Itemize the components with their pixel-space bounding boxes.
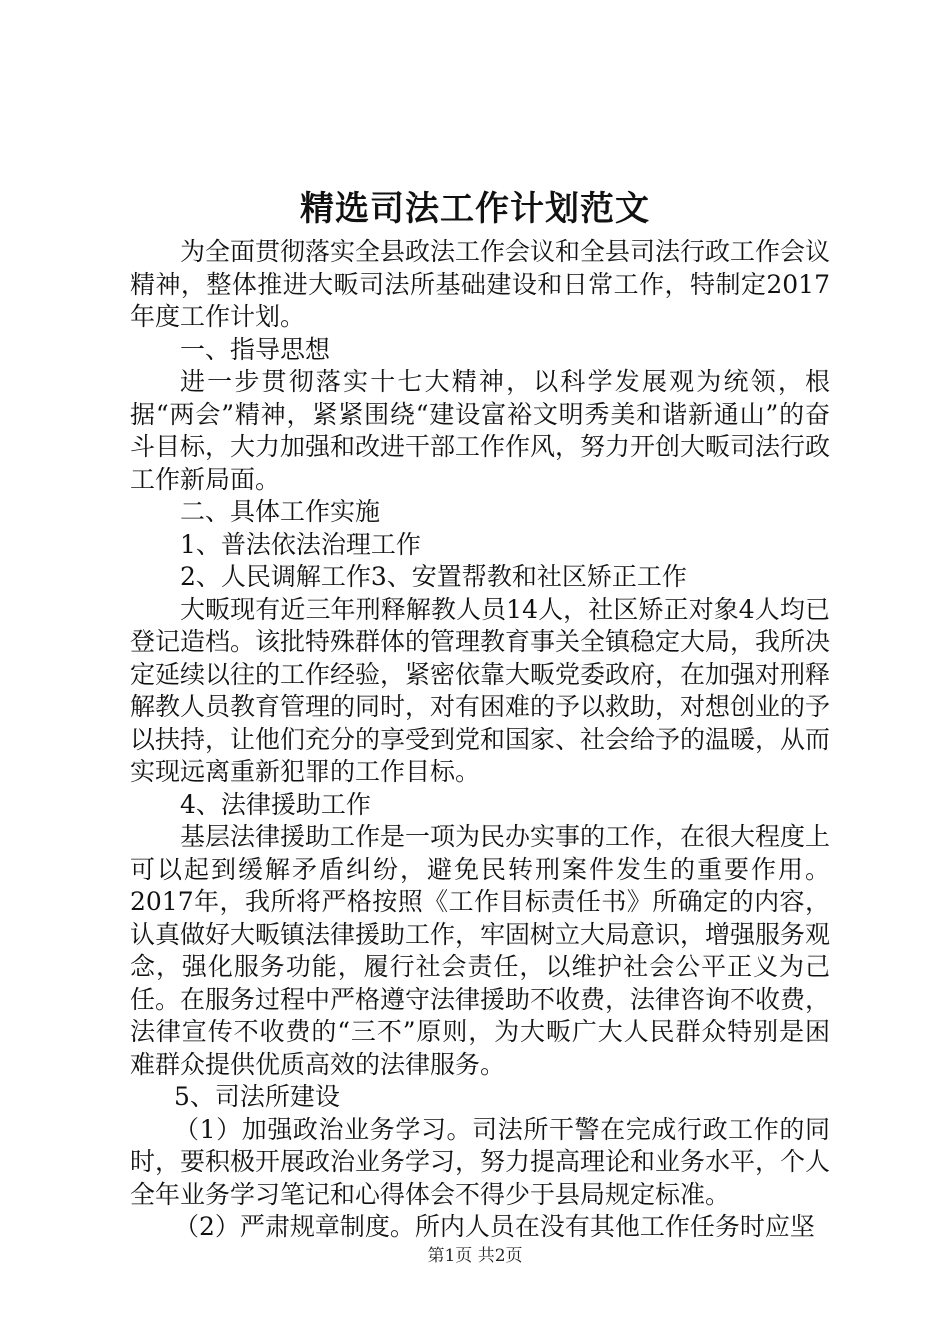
paragraph-community-correction: 大畈现有近三年刑释解教人员14人，社区矫正对象4人均已登记造档。该批特殊群体的管理教育事关全镇稳定大局，我所决定延续以往的工作经验，紧密依靠大畈党委政府，在加强对刑释解教人员教育管理的同时，对有困难的予以救助，对想创业的予以扶持，让他们充分的享受到党和国家、社会给予的温暖，从而实现远离重新犯罪的工作目标。 xyxy=(130,594,831,786)
page-footer: 第1页 共2页 xyxy=(427,1246,523,1266)
heading-implementation: 二、具体工作实施 xyxy=(180,497,381,526)
heading-item-2-3: 2、人民调解工作3、安置帮教和社区矫正工作 xyxy=(180,562,687,591)
heading-item-1: 1、普法依法治理工作 xyxy=(180,529,421,559)
heading-item-5: 5、司法所建设 xyxy=(174,1082,340,1111)
page-title: 精选司法工作计划范文 xyxy=(300,189,650,229)
paragraph-study: （1）加强政治业务学习。司法所干警在完成行政工作的同时，要积极开展政治业务学习，努力提高理论和业务水平，个人全年业务学习笔记和心得体会不得少于县局规定标准。 xyxy=(130,1114,831,1209)
heading-item-4: 4、法律援助工作 xyxy=(180,789,371,819)
paragraph-rules: （2）严肃规章制度。所内人员在没有其他工作任务时应坚 xyxy=(174,1212,815,1241)
paragraph-legal-aid: 基层法律援助工作是一项为民办实事的工作，在很大程度上可以起到缓解矛盾纠纷，避免民转刑案件发生的重要作用。2017年，我所将严格按照《工作目标责任书》所确定的内容，认真做好大畈镇法律援助工作，牢固树立大局意识，增强服务观念，强化服务功能，履行社会责任，以维护社会公平正义为己任。在服务过程中严格遵守法律援助不收费，法律咨询不收费，法律宣传不收费的“三不”原则，为大畈广大人民群众特别是困难群众提供优质高效的法律服务。 xyxy=(130,822,831,1079)
paragraph-intro: 为全面贯彻落实全县政法工作会议和全县司法行政工作会议精神，整体推进大畈司法所基础建设和日常工作，特制定2017年度工作计划。 xyxy=(130,237,831,331)
paragraph-guiding-thought: 进一步贯彻落实十七大精神，以科学发展观为统领，根据“两会”精神，紧紧围绕“建设富裕文明秀美和谐新通山”的奋斗目标，大力加强和改进干部工作作风，努力开创大畈司法行政工作新局面。 xyxy=(130,367,831,494)
heading-guiding-thought: 一、指导思想 xyxy=(180,334,331,364)
document-body xyxy=(130,236,830,1244)
